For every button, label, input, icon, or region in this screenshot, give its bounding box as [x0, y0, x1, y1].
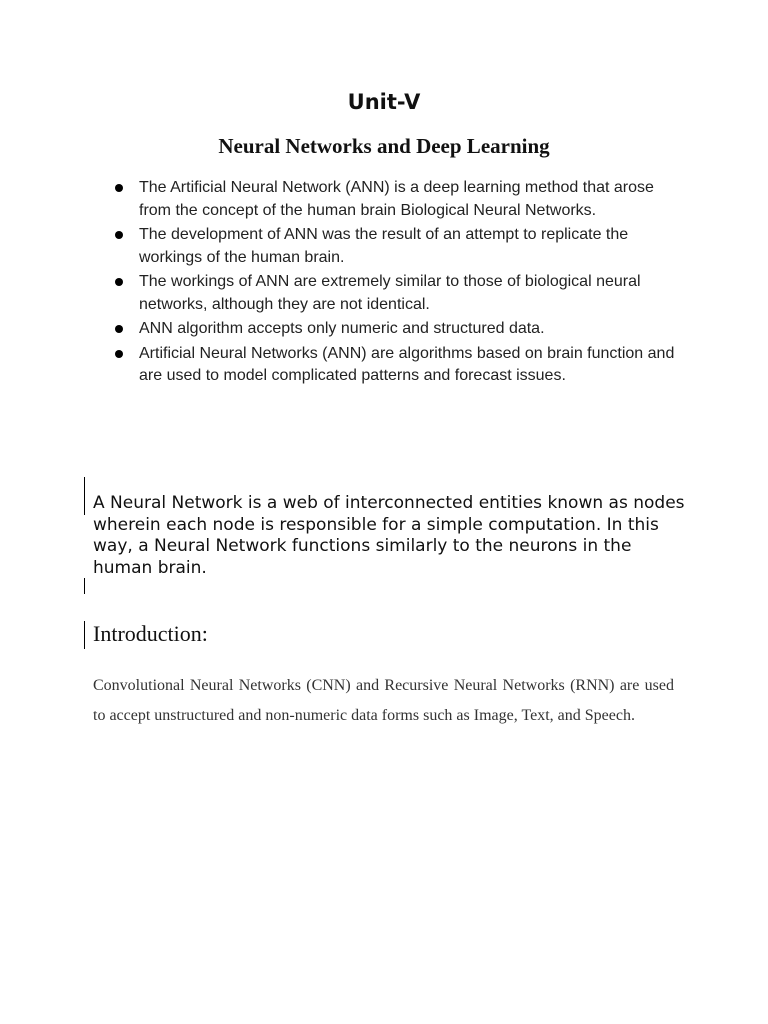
- bullet-icon: [115, 278, 123, 286]
- bullet-icon: [115, 325, 123, 333]
- unit-title: Unit-V: [347, 90, 421, 114]
- bullet-icon: [115, 184, 123, 192]
- bullet-icon: [115, 350, 123, 358]
- bullet-item: [114, 271, 678, 316]
- bullet-text: ANN algorithm accepts only numeric and structured data.: [139, 320, 545, 337]
- text-cursor-mark: [84, 477, 85, 515]
- bullet-item: [114, 224, 678, 269]
- bullet-text: The development of ANN was the result of an attempt to replicate the workings of the human brain.: [139, 226, 629, 266]
- bullet-text: The Artificial Neural Network (ANN) is a deep learning method that arose from the concept of the human brain Biological Neural Networks.: [139, 179, 654, 219]
- bullet-item: [114, 343, 678, 388]
- bullet-item: [114, 177, 678, 222]
- text-cursor-mark: [84, 621, 85, 649]
- bullet-list: [114, 177, 678, 390]
- bullet-text: The workings of ANN are extremely similar to those of biological neural networks, although they are not identical.: [139, 273, 641, 313]
- introduction-heading: Introduction:: [93, 621, 208, 646]
- bullet-icon: [115, 231, 123, 239]
- text-cursor-mark: [84, 578, 85, 594]
- definition-paragraph: A Neural Network is a web of interconnected entities known as nodes wherein each node is responsible for a simple computation. In this way, a Neural Network functions similarly to the neurons in the human brain.: [93, 493, 685, 578]
- bullet-text: Artificial Neural Networks (ANN) are algorithms based on brain function and are used to model complicated patterns and forecast issues.: [139, 344, 675, 384]
- document-title: Neural Networks and Deep Learning: [218, 134, 550, 158]
- bullet-item: [114, 318, 678, 341]
- introduction-paragraph: Convolutional Neural Networks (CNN) and Recursive Neural Networks (RNN) are used to accept unstructured and non-numeric data forms such as Image, Text, and Speech.: [93, 677, 674, 724]
